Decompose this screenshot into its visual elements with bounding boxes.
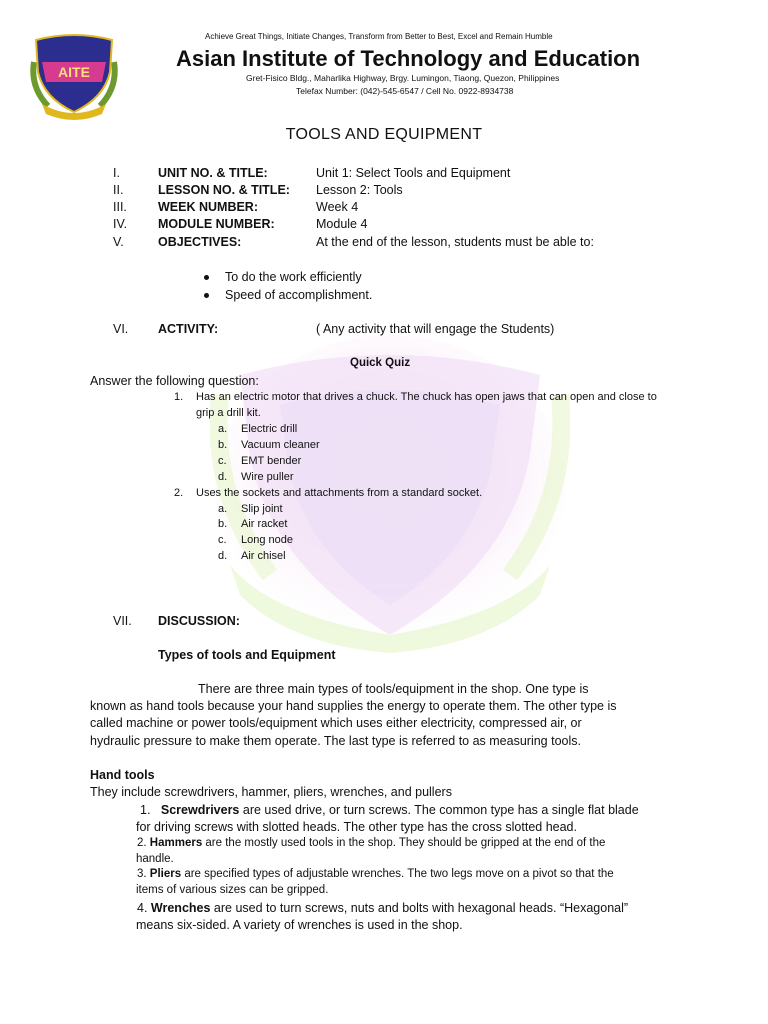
bullet-icon [204, 293, 209, 298]
institution-name: Asian Institute of Technology and Education [176, 46, 641, 71]
paragraph-line: known as hand tools because your hand supplies the energy to operate them. The other type is [90, 699, 617, 713]
activity-value: ( Any activity that will engage the Students) [316, 322, 555, 336]
info-label: MODULE NUMBER: [158, 217, 275, 231]
question-text: Has an electric motor that drives a chuck. The chuck has open jaws that can open and close to [196, 391, 657, 403]
info-num: II. [113, 183, 124, 197]
option-letter: d. [218, 471, 228, 483]
option-text: Electric drill [241, 423, 298, 435]
tool-term: Hammers [149, 837, 203, 849]
hand-tools-heading: Hand tools [90, 768, 155, 782]
option-text: Slip joint [241, 503, 283, 515]
info-num: V. [113, 235, 124, 249]
question-num: 1. [174, 391, 184, 403]
motto: Achieve Great Things, Initiate Changes, Transform from Better to Best, Excel and Remain Humble [205, 32, 553, 41]
document-title: TOOLS AND EQUIPMENT [285, 126, 483, 143]
discussion-num: VII. [113, 614, 132, 628]
tool-term: Wrenches [150, 901, 211, 915]
objective-item: Speed of accomplishment. [225, 288, 373, 302]
option-text: Long node [241, 534, 293, 546]
option-letter: b. [218, 518, 228, 530]
info-num: IV. [113, 217, 128, 231]
list-item-continuation: handle. [136, 853, 174, 865]
info-value: At the end of the lesson, students must be able to: [316, 235, 594, 249]
option-letter: d. [218, 550, 228, 562]
info-value: Week 4 [316, 200, 359, 214]
hand-tools-intro: They include screwdrivers, hammer, pliers, wrenches, and pullers [90, 785, 452, 799]
svg-text:AITE: AITE [58, 64, 90, 80]
list-item: 1. Screwdrivers are used drive, or turn screws. The common type has a single flat blade [140, 803, 639, 817]
option-letter: b. [218, 439, 228, 451]
institution-address: Gret-Fisico Bldg., Maharlika Highway, Brgy. Lumingon, Tiaong, Quezon, Philippines [246, 73, 560, 83]
info-label: WEEK NUMBER: [158, 200, 258, 214]
option-text: Air chisel [241, 550, 286, 562]
option-text: Air racket [241, 518, 288, 530]
info-num: I. [113, 166, 120, 180]
list-item: 4. Wrenches are used to turn screws, nuts and bolts with hexagonal heads. “Hexagonal” [137, 901, 629, 915]
option-letter: a. [218, 423, 228, 435]
option-letter: c. [218, 455, 227, 467]
info-label: OBJECTIVES: [158, 235, 242, 249]
info-value: Unit 1: Select Tools and Equipment [316, 166, 511, 180]
institution-logo [28, 32, 120, 120]
info-label: LESSON NO. & TITLE: [158, 183, 290, 197]
question-text: Uses the sockets and attachments from a standard socket. [196, 487, 483, 499]
paragraph-line: There are three main types of tools/equipment in the shop. One type is [198, 682, 589, 696]
discussion-subtitle: Types of tools and Equipment [158, 648, 336, 662]
info-value: Lesson 2: Tools [316, 183, 403, 197]
paragraph-line: called machine or power tools/equipment which uses either electricity, compressed air, or [90, 716, 582, 730]
institution-telefax: Telefax Number: (042)-545-6547 / Cell No. 0922-8934738 [296, 86, 514, 96]
list-item: 3. Pliers are specified types of adjustable wrenches. The two legs move on a pivot so that the [137, 868, 614, 880]
objective-item: To do the work efficiently [225, 270, 362, 284]
info-num: III. [113, 200, 127, 214]
info-value: Module 4 [316, 217, 368, 231]
quiz-instruction: Answer the following question: [90, 374, 259, 388]
option-text: Vacuum cleaner [241, 439, 320, 451]
list-item: 2. Hammers are the mostly used tools in the shop. They should be gripped at the end of the [137, 837, 606, 849]
activity-num: VI. [113, 322, 129, 336]
tool-term: Pliers [149, 868, 182, 880]
option-letter: a. [218, 503, 228, 515]
list-item-continuation: for driving screws with slotted heads. The other type has the cross slotted head. [136, 820, 577, 834]
option-text: EMT bender [241, 455, 302, 467]
discussion-label: DISCUSSION: [158, 614, 240, 628]
bullet-icon [204, 275, 209, 280]
paragraph-line: hydraulic pressure to make them operate. The last type is referred to as measuring tools. [90, 734, 581, 748]
tool-term: Screwdrivers [160, 803, 240, 817]
list-item-continuation: means six-sided. A variety of wrenches is used in the shop. [136, 918, 463, 932]
quiz-title: Quick Quiz [350, 357, 411, 369]
list-item-continuation: items of various sizes can be gripped. [136, 884, 329, 896]
question-num: 2. [174, 487, 184, 499]
option-letter: c. [218, 534, 227, 546]
question-text: grip a drill kit. [196, 407, 261, 419]
activity-label: ACTIVITY: [158, 322, 219, 336]
option-text: Wire puller [241, 471, 294, 483]
info-label: UNIT NO. & TITLE: [158, 166, 268, 180]
